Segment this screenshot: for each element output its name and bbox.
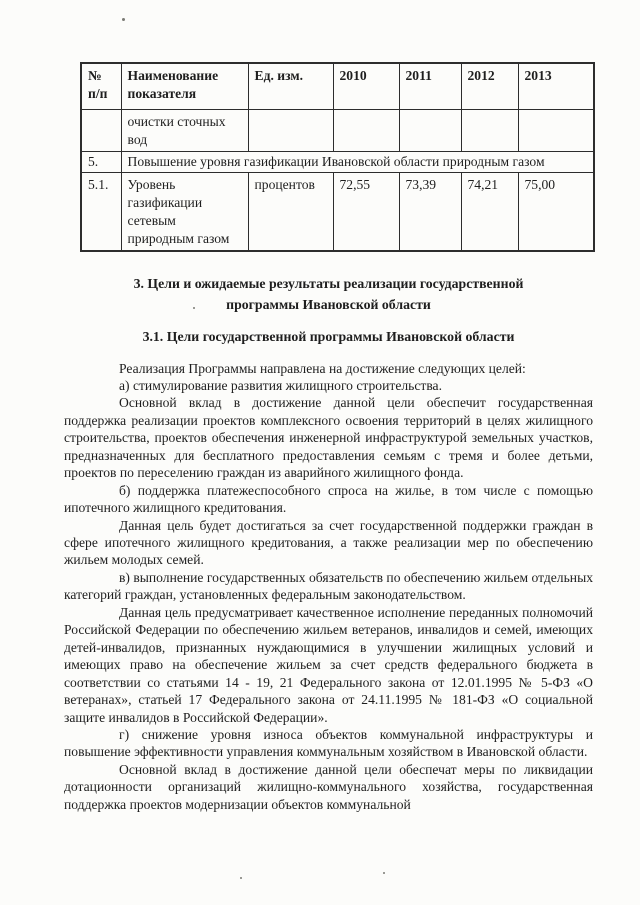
cell-value [399,109,461,151]
subsection-heading: 3.1. Цели государственной программы Ивановской области [142,328,515,344]
cell-name: очистки сточных вод [121,109,248,151]
cell-num: 5.1. [81,172,121,251]
paragraph: Данная цель предусматривает качественное исполнение переданных полномочий Российской Федерации по обеспечению жильем ветеранов, инвалидов и семей, имеющих детей-инвалидов, признанных нуждающимися в улучшении жилищных условий и имеющих право на обеспечение жильем за счет средств федерального бюджета в соответствии со статьями 14 - 19, 21 Федерального закона от 12.01.1995 № 5-ФЗ «О ветеранах», статьей 17 Федерального закона от 24.11.1995 № 181-ФЗ «О социальной защите инвалидов в Российской Федерации». [64,604,593,725]
cell-num [81,109,121,151]
paragraph: в) выполнение государственных обязательств по обеспечению жильем отдельных категорий граждан, установленных федеральным законодательством. [64,569,593,603]
col-header-2013: 2013 [518,63,594,109]
paragraph: г) снижение уровня износа объектов коммунальной инфраструктуры и повышение эффективности управления коммунальным хозяйством в Ивановской области. [64,727,593,760]
cell-value: 73,39 [399,172,461,251]
cell-section-title: Повышение уровня газификации Ивановской области природным газом [121,151,594,172]
cell-name: Уровень газификации сетевым природным газом [121,172,248,251]
scan-artifact [122,18,125,21]
paragraph: а) стимулирование развития жилищного строительства. [119,377,442,393]
paragraph: Основной вклад в достижение данной цели обеспечит государственная поддержка реализации проектов комплексного освоения территорий в целях жилищного строительства, проектов обеспечения инженерной инфраструктурой земельных участков, предназначенных для бесплатного предоставления семьям с тремя и более детьми, проектов по переселению граждан из аварийного жилищного фонда. [64,395,593,481]
cell-value [518,109,594,151]
scan-artifact [383,872,385,874]
col-header-name: Наименование показателя [121,63,248,109]
section-heading [64,273,593,316]
cell-num: 5. [81,151,121,172]
body-text [64,360,593,814]
col-header-2010: 2010 [333,63,399,109]
paragraph: Данная цель будет достигаться за счет государственной поддержки граждан в сфере ипотечного жилищного кредитования, а также реализации мер по обеспечению жильем молодых семей. [64,517,593,568]
table-row [81,109,594,151]
cell-unit [248,109,333,151]
col-header-unit: Ед. изм. [248,63,333,109]
cell-value: 74,21 [461,172,518,251]
scan-artifact [240,877,242,879]
section-heading-line1: 3. Цели и ожидаемые результаты реализации государственной [133,275,524,291]
scan-artifact [193,307,195,309]
cell-value: 72,55 [333,172,399,251]
indicators-table [80,62,595,252]
paragraph: Основной вклад в достижение данной цели обеспечат меры по ликвидации дотационности организаций жилищно-коммунального хозяйства, государственная поддержка проектов модернизации объектов коммунальной [64,761,593,812]
col-header-2011: 2011 [399,63,461,109]
cell-value [333,109,399,151]
page-content [0,62,640,813]
paragraph: Реализация Программы направлена на достижение следующих целей: [119,360,526,376]
table-header-row [81,63,594,109]
cell-value: 75,00 [518,172,594,251]
table-row-section [81,151,594,172]
section-heading-line2: программы Ивановской области [226,297,431,312]
table-row [81,172,594,251]
col-header-2012: 2012 [461,63,518,109]
paragraph: б) поддержка платежеспособного спроса на жилье, в том числе с помощью ипотечного жилищного кредитования. [64,482,593,516]
cell-value [461,109,518,151]
col-header-num: № п/п [81,63,121,109]
cell-unit: процентов [248,172,333,251]
